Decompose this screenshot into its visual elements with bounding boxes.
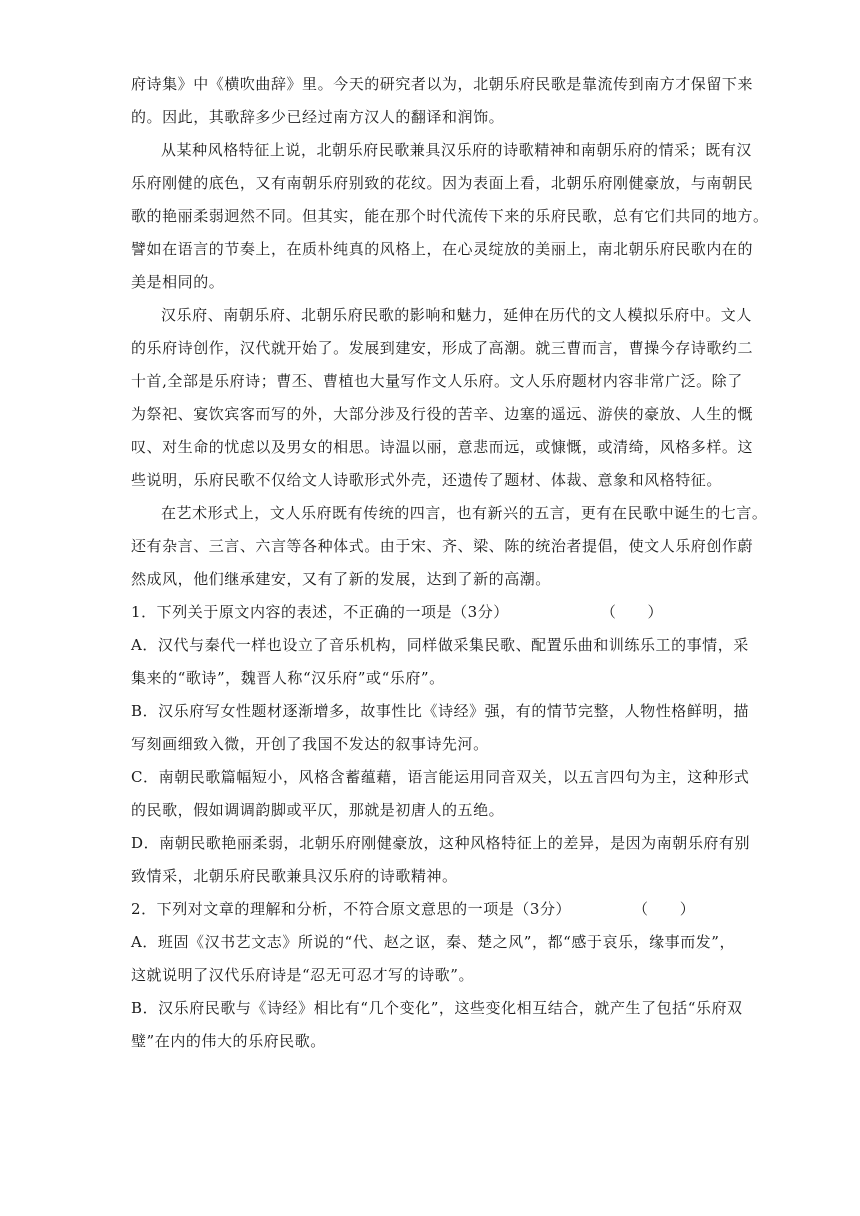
text-line: 这就说明了汉代乐府诗是“忍无可忍才写的诗歌”。 xyxy=(131,966,474,984)
text-line: 集来的“歌诗”，魏晋人称“汉乐府”或“乐府”。 xyxy=(131,669,445,687)
option-b xyxy=(131,992,743,1058)
question-stem-text: 2．下列对文章的理解和分析，不符合原文意思的一项是（3分） xyxy=(131,900,572,918)
text-line: 的民歌，假如调调韵脚或平仄，那就是初唐人的五绝。 xyxy=(131,801,505,819)
text-line: 在艺术形式上，文人乐府既有传统的四言，也有新兴的五言，更有在民歌中诞生的七言。 xyxy=(161,504,768,522)
paragraph-continuation xyxy=(131,68,754,134)
text-line: 叹、对生命的忧虑以及男女的相思。诗温以丽，意悲而远，或慷慨，或清绮，风格多样。这 xyxy=(131,438,754,456)
question-stem-text: 1．下列关于原文内容的表述，不正确的一项是（3分） xyxy=(131,603,509,621)
text-line: 璧”在内的伟大的乐府民歌。 xyxy=(131,1032,326,1050)
option-c xyxy=(131,761,750,827)
text-line: 的。因此，其歌辞多少已经过南方汉人的翻译和润饰。 xyxy=(131,108,505,126)
question-stem xyxy=(131,596,731,629)
text-line: 譬如在语言的节奏上，在质朴纯真的风格上，在心灵绽放的美丽上，南北朝乐府民歌内在的 xyxy=(131,240,754,258)
text-line: 然成风，他们继承建安，又有了新的发展，达到了新的高潮。 xyxy=(131,570,551,588)
option-a xyxy=(131,629,749,695)
text-line: 从某种风格特征上说，北朝乐府民歌兼具汉乐府的诗歌精神和南朝乐府的情采；既有汉 xyxy=(161,141,752,159)
text-line: A．汉代与秦代一样也设立了音乐机构，同样做采集民歌、配置乐曲和训练乐工的事情，采 xyxy=(131,636,749,654)
text-line: 写刻画细致入微，开创了我国不发达的叙事诗先河。 xyxy=(131,735,489,753)
text-line: 汉乐府、南朝乐府、北朝乐府民歌的影响和魅力，延伸在历代的文人模拟乐府中。文人 xyxy=(161,306,752,324)
text-line: B．汉乐府写女性题材逐渐增多，故事性比《诗经》强，有的情节完整，人物性格鲜明，描 xyxy=(131,702,750,720)
option-b xyxy=(131,695,750,761)
paragraph-art-form xyxy=(131,497,768,596)
text-line: C．南朝民歌篇幅短小，风格含蓄蕴藉，语言能运用同音双关，以五言四句为主，这种形式 xyxy=(131,768,750,786)
text-line: 乐府刚健的底色，又有南朝乐府别致的花纹。因为表面上看，北朝乐府刚健豪放，与南朝民 xyxy=(131,174,754,192)
paragraph-style-features xyxy=(131,134,769,299)
paragraph-influence xyxy=(131,299,754,497)
option-d xyxy=(131,827,751,893)
text-line: 为祭祀、宴饮宾客而写的外，大部分涉及行役的苦辛、边塞的遥远、游侠的豪放、人生的慨 xyxy=(131,405,754,423)
text-line: D．南朝民歌艳丽柔弱，北朝乐府刚健豪放，这种风格特征上的差异，是因为南朝乐府有别 xyxy=(131,834,751,852)
text-line: 美是相同的。 xyxy=(131,273,225,291)
option-a xyxy=(131,926,736,992)
text-line: 府诗集》中《横吹曲辞》里。今天的研究者以为，北朝乐府民歌是靠流传到南方才保留下来 xyxy=(131,75,754,93)
answer-blank: （ ） xyxy=(600,603,664,621)
text-line: A．班固《汉书艺文志》所说的“代、赵之讴，秦、楚之风”，都“感于哀乐，缘事而发”， xyxy=(131,933,736,951)
question-1 xyxy=(131,596,751,893)
text-line: 还有杂言、三言、六言等各种体式。由于宋、齐、梁、陈的统治者提倡，使文人乐府创作蔚 xyxy=(131,537,754,555)
text-line: 歌的艳丽柔弱迥然不同。但其实，能在那个时代流传下来的乐府民歌，总有它们共同的地方。 xyxy=(131,207,769,225)
document-page xyxy=(131,68,769,1058)
answer-blank: （ ） xyxy=(633,900,696,918)
text-line: 的乐府诗创作，汉代就开始了。发展到建安，形成了高潮。就三曹而言，曹操今存诗歌约二 xyxy=(131,339,754,357)
question-2 xyxy=(131,893,743,1058)
text-line: 十首,全部是乐府诗；曹丕、曹植也大量写作文人乐府。文人乐府题材内容非常广泛。除了 xyxy=(131,372,743,390)
question-stem xyxy=(131,893,731,926)
text-line: 致情采，北朝乐府民歌兼具汉乐府的诗歌精神。 xyxy=(131,867,458,885)
text-line: 些说明，乐府民歌不仅给文人诗歌形式外壳，还遗传了题材、体裁、意象和风格特征。 xyxy=(131,471,722,489)
text-line: B．汉乐府民歌与《诗经》相比有“几个变化”，这些变化相互结合，就产生了包括“乐府双 xyxy=(131,999,743,1017)
